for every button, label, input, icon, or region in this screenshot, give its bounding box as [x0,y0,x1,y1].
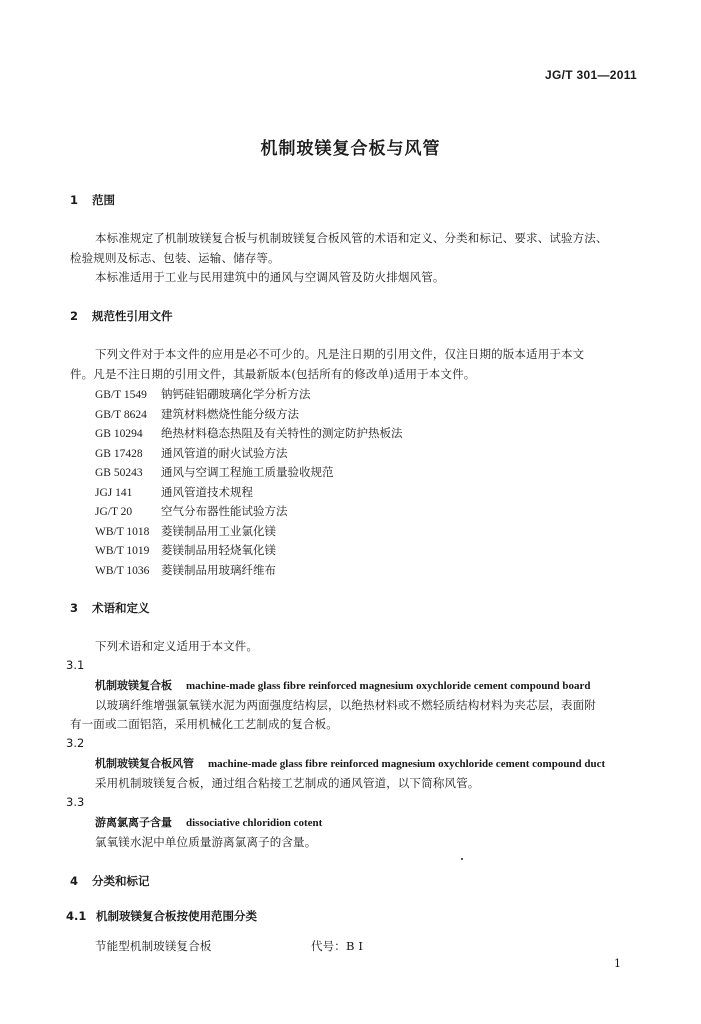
term-3-2 [95,755,605,771]
section-number: 1 [70,193,79,207]
reference-code: GB/T 8624 [95,409,147,421]
section-number: 2 [70,309,79,323]
reference-title: 通风管道的耐火试验方法 [161,446,288,460]
term-3-2-definition: 采用机制玻镁复合板，通过组合粘接工艺制成的通风管道，以下简称风管。 [95,776,480,790]
classification-item-code: 代号：B I [311,939,364,953]
term-english: dissociative chloridion cotent [186,817,323,829]
reference-item [95,445,288,461]
reference-item [95,503,288,519]
reference-item [95,464,334,480]
reference-code: GB 10294 [95,428,143,440]
term-chinese: 机制玻镁复合板风管 [95,757,194,770]
section-title: 规范性引用文件 [92,309,173,323]
scope-paragraph-line1: 本标准规定了机制玻镁复合板与机制玻镁复合板风管的术语和定义、分类和标记、要求、试验方法、 [95,231,608,245]
reference-title: 钠钙硅铝硼玻璃化学分析方法 [161,387,311,401]
document-title: 机制玻镁复合板与风管 [260,139,441,159]
section-title: 分类和标记 [92,874,150,888]
reference-title: 通风管道技术规程 [161,485,253,499]
section-3-heading [70,600,150,616]
reference-title: 菱镁制品用工业氯化镁 [161,524,276,538]
term-chinese: 机制玻镁复合板 [95,679,172,692]
section-title: 术语和定义 [92,601,150,615]
reference-item [95,562,276,578]
reference-code: WB/T 1036 [95,565,150,577]
section-number: 3 [70,601,79,615]
scope-paragraph-2: 本标准适用于工业与民用建筑中的通风与空调风管及防火排烟风管。 [95,270,445,284]
page-number: 1 [614,957,621,970]
reference-item [95,406,299,422]
reference-item [95,523,276,539]
references-intro-line1: 下列文件对于本文件的应用是必不可少的。凡是注日期的引用文件，仅注日期的版本适用于本文 [95,347,585,361]
reference-item [95,484,253,500]
reference-code: GB 17428 [95,448,143,460]
section-number: 4 [70,874,79,888]
term-english: machine-made glass fibre reinforced magnesium oxychloride cement compound duct [208,758,606,770]
section-4-heading [70,873,150,889]
standard-code: JG/T 301—2011 [545,68,637,82]
terms-intro: 下列术语和定义适用于本文件。 [95,639,259,653]
reference-code: JGJ 141 [95,487,133,499]
reference-title: 通风与空调工程施工质量验收规范 [161,465,334,479]
subsection-4-1-heading [66,908,257,924]
reference-code: GB/T 1549 [95,389,147,401]
section-title: 范围 [92,193,115,207]
references-intro-line2: 件。凡是不注日期的引用文件，其最新版本(包括所有的修改单)适用于本文件。 [70,367,476,381]
reference-item [95,386,311,402]
term-number: 3.2 [66,736,85,750]
reference-title: 菱镁制品用轻烧氧化镁 [161,543,276,557]
term-3-1 [95,677,591,693]
scope-paragraph-line2: 检验规则及标志、包装、运输、储存等。 [70,251,280,265]
section-1-heading [70,192,115,208]
subsection-title: 机制玻镁复合板按使用范围分类 [96,909,257,923]
term-3-1-definition-line1: 以玻璃纤维增强氯氧镁水泥为两面强度结构层，以绝热材料或不燃轻质结构材料为夹芯层，表面附 [95,698,596,712]
reference-code: JG/T 20 [95,506,133,518]
classification-item-label: 节能型机制玻镁复合板 [95,939,212,953]
term-3-3-definition: 氯氧镁水泥中单位质量游离氯离子的含量。 [95,835,317,849]
term-3-3 [95,814,322,830]
reference-item [95,542,276,558]
reference-code: WB/T 1018 [95,526,150,538]
scan-speck [461,858,463,860]
reference-code: WB/T 1019 [95,545,150,557]
reference-code: GB 50243 [95,467,143,479]
section-2-heading [70,308,173,324]
reference-title: 空气分布器性能试验方法 [161,504,288,518]
subsection-number: 4.1 [66,909,87,923]
term-number: 3.3 [66,795,85,809]
term-english: machine-made glass fibre reinforced magnesium oxychloride cement compound board [186,680,591,692]
reference-title: 建筑材料燃烧性能分级方法 [161,407,299,421]
term-number: 3.1 [66,658,85,672]
term-chinese: 游离氯离子含量 [95,816,172,829]
reference-title: 菱镁制品用玻璃纤维布 [161,563,276,577]
term-3-1-definition-line2: 有一面或二面铝箔，采用机械化工艺制成的复合板。 [70,717,338,731]
reference-title: 绝热材料稳态热阻及有关特性的测定防护热板法 [161,426,403,440]
reference-item [95,425,403,441]
